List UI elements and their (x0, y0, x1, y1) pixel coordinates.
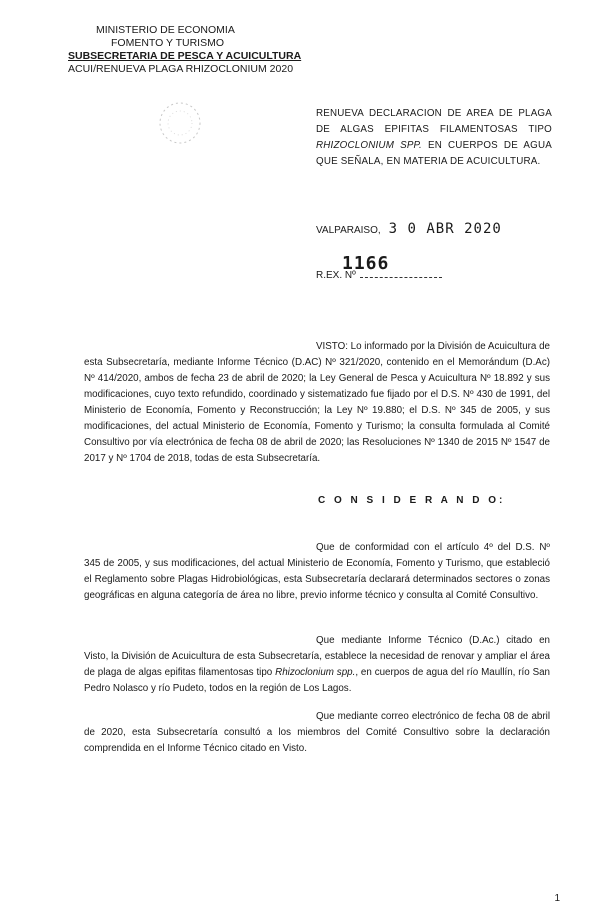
p2-species: Rhizoclonium spp. (275, 667, 356, 678)
page-number: 1 (554, 893, 560, 904)
p1-text: Que de conformidad con el artículo 4º del D.S. Nº 345 de 2005, y sus modificaciones, del actual Ministerio de Economía, Fomento y Turismo, que estableció el Reglamento sobre Plagas Hidrobiológicas, esta Subsecretaría declarará determinados sectores o zonas geográficas en alguna categoría de área no libre, previo informe técnico y consulta al Comité Consultivo. (84, 542, 550, 601)
resolution-title (316, 106, 552, 170)
considerando-heading: C O N S I D E R A N D O: (318, 495, 506, 506)
p2-text-b: , en cuerpos de agua del río Maullín, río San Pedro Nolasco y río Pudeto, todos en la región de Los Lagos. (84, 667, 551, 694)
p3-text: Que mediante correo electrónico de fecha 08 de abril de 2020, esta Subsecretaría consultó a los miembros del Comité Consultivo sobre la declaración comprendida en el Informe Técnico citado en Visto. (84, 711, 550, 754)
date-line (316, 221, 502, 237)
subsecretaria-line: SUBSECRETARIA DE PESCA Y ACUICULTURA (68, 50, 302, 62)
faint-seal-stamp (150, 98, 210, 148)
title-part-2: EN CUERPOS DE AGUA QUE SEÑALA, EN MATERIA DE ACUICULTURA. (316, 140, 552, 167)
considerando-paragraph-2 (84, 633, 550, 697)
visto-paragraph (84, 339, 550, 467)
resolution-number-line (316, 253, 442, 281)
ministry-line-2: FOMENTO Y TURISMO (111, 37, 224, 49)
considerando-paragraph-3 (84, 709, 550, 757)
ministry-line: MINISTERIO DE ECONOMIA (96, 24, 235, 36)
rex-number: 1166 (342, 253, 390, 274)
title-part-1: RENUEVA DECLARACION DE AREA DE PLAGA DE ALGAS EPIFITAS FILAMENTOSAS TIPO (316, 108, 552, 135)
title-species: RHIZOCLONIUM SPP. (316, 140, 422, 151)
considerando-paragraph-1 (84, 540, 550, 604)
p2-text-a: Que mediante Informe Técnico (D.Ac.) citado en Visto, la División de Acuicultura de esta Subsecretaría, establece la necesidad de renovar y ampliar el área de plaga de algas epifitas filamentosas tipo (84, 635, 550, 678)
visto-text: VISTO: Lo informado por la División de Acuicultura de esta Subsecretaría, mediante Informe Técnico (D.AC) Nº 321/2020, contenido en el Memorándum (D.Ac) Nº 414/2020, ambos de fecha 23 de abril de 2020; la Ley General de Pesca y Acuicultura Nº 18.892 y sus modificaciones, cuyo texto refundido, coordinado y sistematizado fue fijado por el D.S. Nº 430 de 1991, del Ministerio de Economía, Fomento y Reconstrucción; la Ley Nº 19.880; el D.S. Nº 345 de 2005, y sus modificaciones, del actual Ministerio de Economía, Fomento y Turismo; la consulta formulada al Comité Consultivo por vía electrónica de fecha 08 de abril de 2020; las Resoluciones Nº 1340 de 2015 Nº 1547 de 2017 y Nº 1704 de 2018, todas de esta Subsecretaría. (84, 341, 550, 464)
date-stamp: 3 0 ABR 2020 (388, 221, 502, 237)
rex-label: R.EX. Nº (316, 270, 356, 281)
letterhead (68, 24, 302, 76)
reference-line: ACUI/RENUEVA PLAGA RHIZOCLONIUM 2020 (68, 63, 294, 75)
date-place: VALPARAISO, (316, 225, 381, 236)
